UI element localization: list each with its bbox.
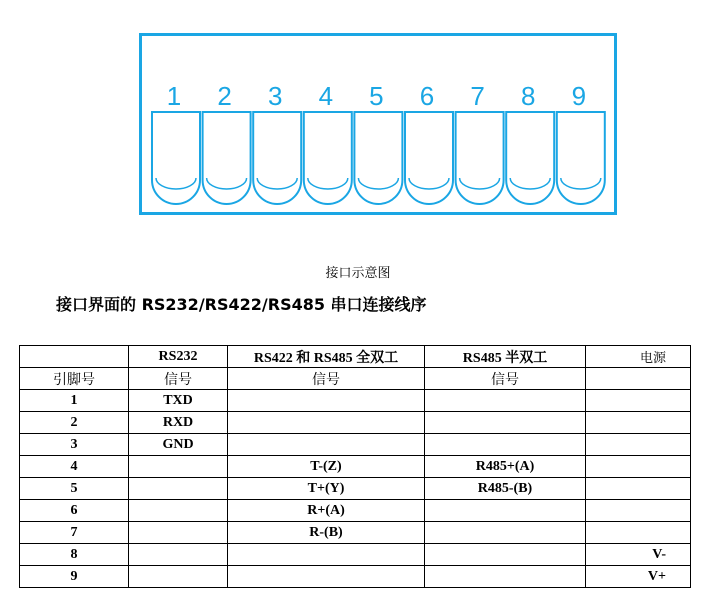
table-cell: 7	[20, 522, 129, 544]
table-cell	[425, 566, 586, 588]
pin-socket	[304, 112, 352, 204]
table-cell	[586, 390, 691, 412]
pin-3	[253, 81, 301, 204]
table-cell	[228, 566, 425, 588]
table-cell: 3	[20, 434, 129, 456]
pin-table	[19, 345, 691, 588]
pin-2	[203, 81, 251, 204]
table-cell	[228, 390, 425, 412]
pin-contact	[460, 178, 500, 189]
table-cell: T+(Y)	[228, 478, 425, 500]
table-row	[20, 566, 691, 588]
pin-number-label: 7	[470, 81, 485, 111]
table-header-row	[20, 346, 691, 368]
table-cell: R485+(A)	[425, 456, 586, 478]
pin-5	[354, 81, 402, 204]
table-cell: 6	[20, 500, 129, 522]
pin-6	[405, 81, 453, 204]
table-cell	[425, 522, 586, 544]
pin-socket	[506, 112, 554, 204]
table-cell	[586, 456, 691, 478]
table-cell	[228, 434, 425, 456]
table-row	[20, 412, 691, 434]
table-cell: 信号	[129, 368, 228, 390]
table-cell	[425, 434, 586, 456]
table-row	[20, 544, 691, 566]
table-row	[20, 478, 691, 500]
table-cell	[228, 412, 425, 434]
table-cell: 5	[20, 478, 129, 500]
table-cell	[425, 390, 586, 412]
table-cell: 引脚号	[20, 368, 129, 390]
table-cell: 1	[20, 390, 129, 412]
table-cell: R+(A)	[228, 500, 425, 522]
pin-contact	[207, 178, 247, 189]
pin-contact	[156, 178, 196, 189]
pin-socket	[557, 112, 605, 204]
pin-socket	[253, 112, 301, 204]
table-cell	[228, 544, 425, 566]
pin-number-label: 9	[571, 81, 587, 111]
table-cell	[586, 368, 691, 390]
table-cell: 电源	[586, 346, 691, 368]
table-cell	[129, 522, 228, 544]
table-cell: TXD	[129, 390, 228, 412]
table-cell	[586, 500, 691, 522]
table-cell: R-(B)	[228, 522, 425, 544]
pin-8	[506, 81, 554, 204]
pin-contact	[257, 178, 297, 189]
pin-socket	[152, 112, 200, 204]
table-cell	[129, 544, 228, 566]
table-row	[20, 500, 691, 522]
diagram-caption: 接口示意图	[325, 266, 391, 281]
pin-1	[152, 81, 200, 204]
table-cell: V-	[586, 544, 691, 566]
table-cell: 信号	[425, 368, 586, 390]
pin-number-label: 6	[419, 81, 435, 111]
table-cell: R485-(B)	[425, 478, 586, 500]
table-cell	[586, 522, 691, 544]
pin-contact	[409, 178, 449, 189]
pin-contact	[561, 178, 601, 189]
table-row	[20, 390, 691, 412]
table-cell: RS485 半双工	[425, 346, 586, 368]
pin-contact	[308, 178, 348, 189]
table-cell: RS422 和 RS485 全双工	[228, 346, 425, 368]
table-cell	[586, 434, 691, 456]
section-title: 接口界面的 RS232/RS422/RS485 串口连接线序	[56, 295, 427, 314]
table-cell	[20, 346, 129, 368]
pin-9	[557, 81, 605, 204]
table-cell	[425, 412, 586, 434]
pin-number-label: 4	[318, 81, 334, 111]
pin-4	[304, 81, 352, 204]
pin-number-label: 3	[267, 81, 283, 111]
table-cell: RXD	[129, 412, 228, 434]
table-cell	[586, 412, 691, 434]
pin-contact	[358, 178, 398, 189]
pin-7	[456, 81, 504, 204]
table-cell: GND	[129, 434, 228, 456]
pin-socket	[405, 112, 453, 204]
pin-number-label: 8	[520, 81, 536, 111]
pin-number-label: 5	[369, 81, 384, 111]
table-cell	[425, 544, 586, 566]
pin-socket	[203, 112, 251, 204]
table-header-row	[20, 368, 691, 390]
table-cell	[586, 478, 691, 500]
table-cell: 8	[20, 544, 129, 566]
pin-number-label: 1	[166, 81, 182, 111]
table-cell: 信号	[228, 368, 425, 390]
table-row	[20, 434, 691, 456]
table-row	[20, 522, 691, 544]
table-cell: RS232	[129, 346, 228, 368]
table-cell: 2	[20, 412, 129, 434]
connector-diagram	[139, 33, 617, 215]
pin-socket	[354, 112, 402, 204]
pin-number-label: 2	[217, 81, 232, 111]
table-cell: 4	[20, 456, 129, 478]
table-cell	[129, 456, 228, 478]
table-cell: T-(Z)	[228, 456, 425, 478]
table-cell	[129, 566, 228, 588]
table-cell	[425, 500, 586, 522]
table-cell: V+	[586, 566, 691, 588]
table-cell: 9	[20, 566, 129, 588]
table-cell	[129, 500, 228, 522]
pin-socket	[456, 112, 504, 204]
table-row	[20, 456, 691, 478]
table-cell	[129, 478, 228, 500]
pin-contact	[510, 178, 550, 189]
